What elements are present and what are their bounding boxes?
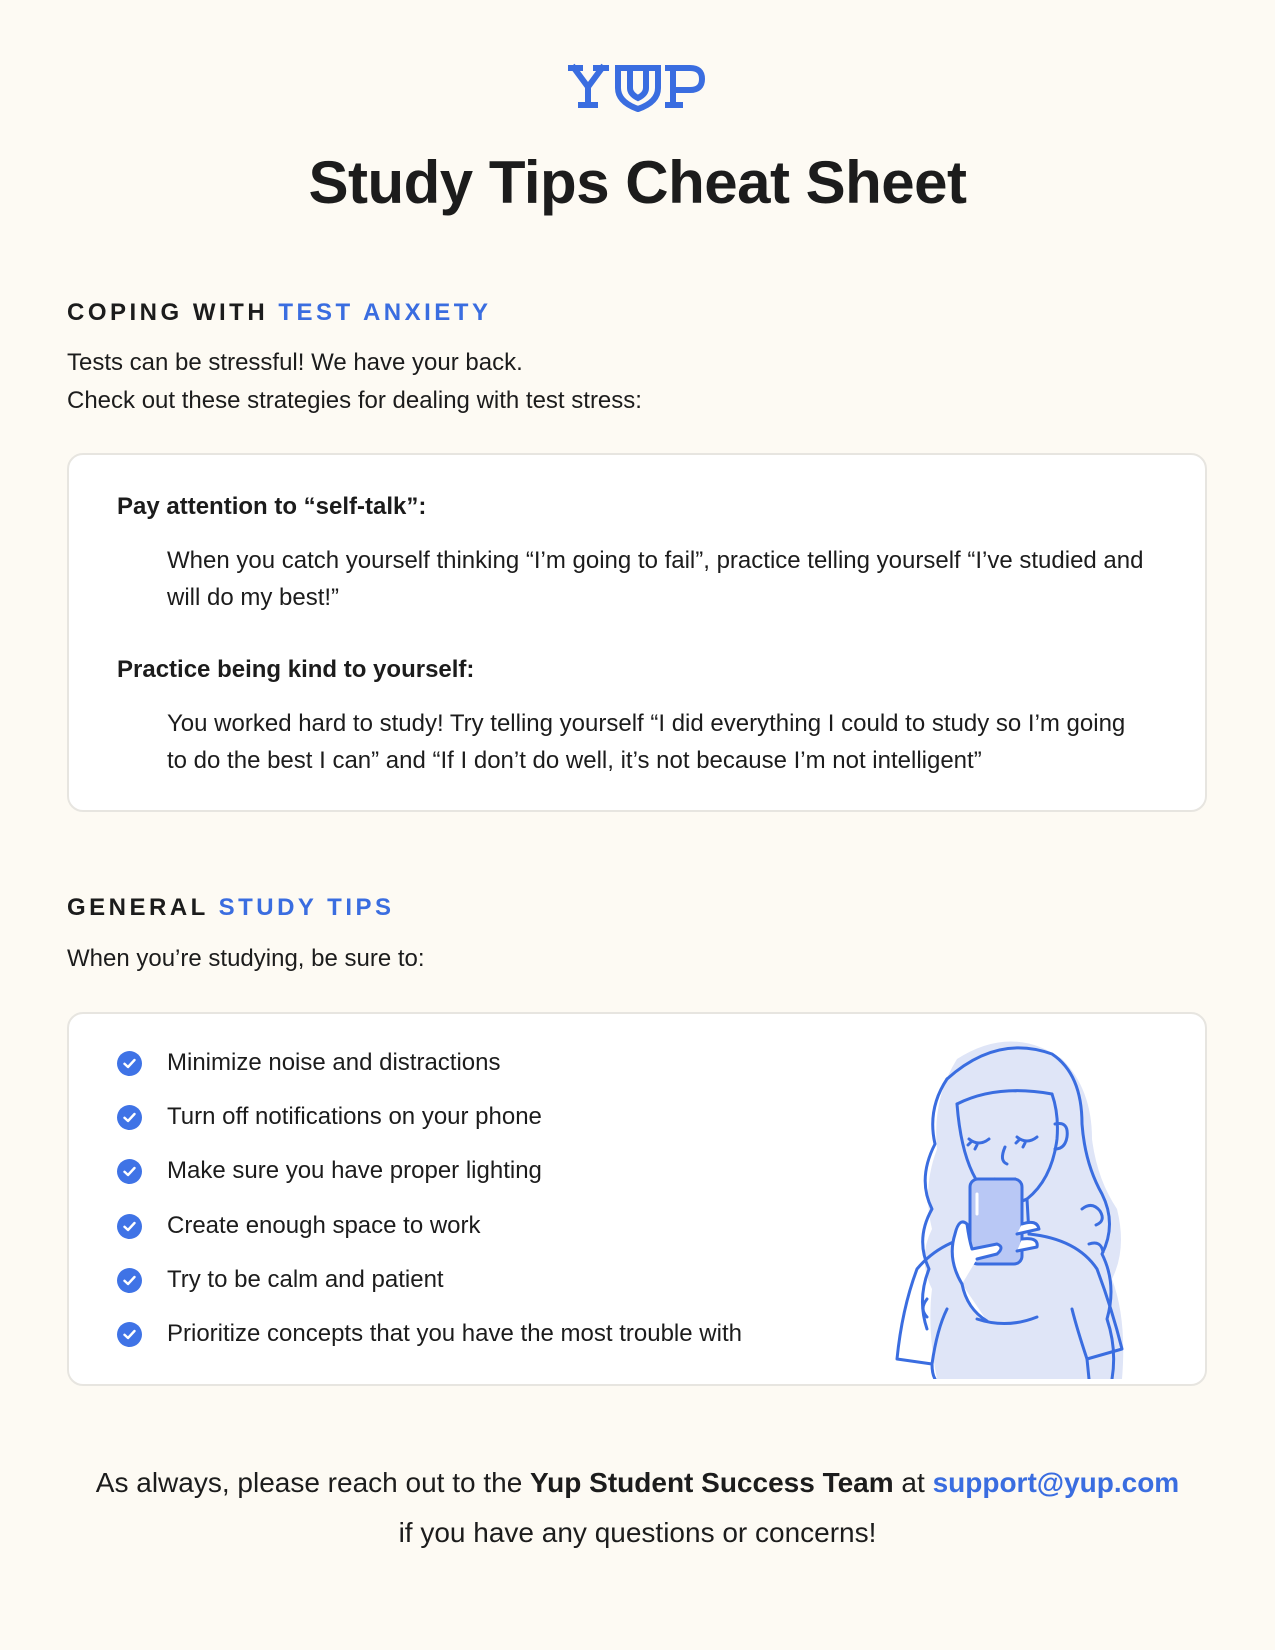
tip-title: Practice being kind to yourself:	[117, 656, 475, 683]
checklist-item	[117, 1263, 444, 1297]
section-heading-study-tips	[67, 893, 395, 923]
checklist-item-label: Create enough space to work	[167, 1212, 481, 1239]
section-intro	[67, 344, 642, 420]
tip-self-talk	[117, 492, 426, 522]
checklist-item-label: Turn off notifications on your phone	[167, 1103, 542, 1130]
intro-line: Check out these strategies for dealing with test stress:	[67, 387, 642, 414]
page-title: Study Tips Cheat Sheet	[308, 149, 967, 216]
check-circle-icon	[117, 1105, 142, 1130]
support-email-link[interactable]: support@yup.com	[932, 1467, 1180, 1498]
check-circle-icon	[117, 1159, 142, 1184]
footer-text: at	[901, 1467, 925, 1498]
yup-logo	[0, 60, 1275, 117]
checklist-item-label: Try to be calm and patient	[167, 1266, 444, 1293]
check-circle-icon	[117, 1214, 142, 1239]
check-circle-icon	[117, 1322, 142, 1347]
check-circle-icon	[117, 1268, 142, 1293]
checklist-item	[117, 1209, 481, 1243]
section-heading-plain: COPING WITH	[67, 299, 269, 326]
tip-body: You worked hard to study! Try telling yourself “I did everything I could to study so I’m going to do the best I can” and “If I don’t do well, it’s not because I’m not intelligent”	[167, 710, 1126, 774]
footer-line-2: if you have any questions or concerns!	[398, 1517, 877, 1548]
checklist-item	[117, 1154, 542, 1188]
girl-with-phone-illustration	[877, 1029, 1147, 1384]
section-heading-test-anxiety	[67, 298, 491, 328]
checklist-item-label: Make sure you have proper lighting	[167, 1157, 542, 1184]
check-circle-icon	[117, 1051, 142, 1076]
checklist-item	[117, 1317, 742, 1351]
footer-contact	[0, 1458, 1275, 1558]
section-heading-accent: TEST ANXIETY	[278, 299, 492, 326]
study-tips-card	[67, 1012, 1207, 1386]
checklist-item	[117, 1046, 500, 1080]
footer-team-name: Yup Student Success Team	[530, 1467, 894, 1498]
yup-logo-icon	[568, 60, 708, 112]
footer-text: As always, please reach out to the	[95, 1467, 523, 1498]
tip-kindness	[117, 655, 474, 685]
checklist-item	[117, 1100, 542, 1134]
section-intro: When you’re studying, be sure to:	[67, 945, 425, 972]
checklist-item-label: Minimize noise and distractions	[167, 1049, 501, 1076]
checklist-item-label: Prioritize concepts that you have the most trouble with	[167, 1320, 742, 1347]
tip-body: When you catch yourself thinking “I’m going to fail”, practice telling yourself “I’ve studied and will do my best!”	[167, 547, 1144, 611]
footer-line-1	[0, 1458, 1275, 1508]
section-heading-accent: STUDY TIPS	[218, 894, 395, 921]
intro-line: Tests can be stressful! We have your back.	[67, 349, 523, 376]
test-anxiety-card	[67, 453, 1207, 812]
tip-title: Pay attention to “self-talk”:	[117, 493, 427, 520]
section-heading-plain: GENERAL	[67, 894, 209, 921]
